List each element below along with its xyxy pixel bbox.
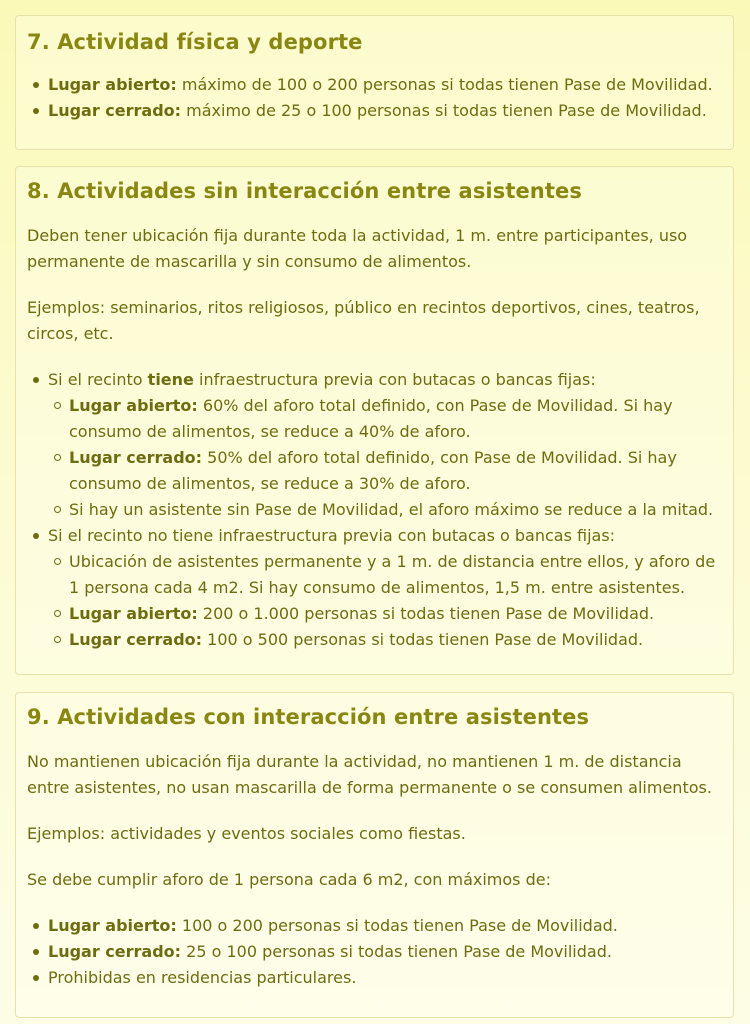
item-label: Lugar abierto: [48, 916, 177, 935]
section-card-7 [15, 15, 734, 150]
list-item [27, 523, 719, 549]
item-label: Lugar cerrado: [48, 942, 182, 961]
section-card-9 [15, 692, 734, 1018]
item-text: máximo de 25 o 100 personas si todas tienen Pase de Movilidad. [181, 101, 707, 120]
section-9-list [27, 913, 719, 991]
item-label: Lugar abierto: [69, 396, 198, 415]
section-8-examples: Ejemplos: seminarios, ritos religiosos, público en recintos deportivos, cines, teatros, circos, etc. [27, 298, 700, 343]
sub-list-item [27, 549, 719, 601]
section-title-8: 8. Actividades sin interacción entre asistentes [27, 179, 582, 203]
sub-list-item [27, 601, 719, 627]
item-label: Lugar abierto: [69, 604, 198, 623]
list-item [27, 965, 719, 991]
section-card-8 [15, 166, 734, 675]
item-text: 100 o 500 personas si todas tienen Pase de Movilidad. [202, 630, 644, 649]
item-text: 50% del aforo total definido, con Pase de Movilidad. Si hay consumo de alimentos, se reduce a 30% de aforo. [69, 448, 677, 493]
item-text: 100 o 200 personas si todas tienen Pase de Movilidad. [176, 916, 618, 935]
list-item [27, 72, 719, 98]
item-text: Prohibidas en residencias particulares. [48, 968, 357, 987]
item-text: 60% del aforo total definido, con Pase de Movilidad. Si hay consumo de alimentos, se reduce a 40% de aforo. [69, 396, 673, 441]
item-text: Ubicación de asistentes permanente y a 1 m. de distancia entre ellos, y aforo de 1 persona cada 4 m2. Si hay consumo de alimentos, 1,5 m. entre asistentes. [69, 552, 716, 597]
section-9-examples: Ejemplos: actividades y eventos sociales como fiestas. [27, 824, 466, 843]
list-item [27, 939, 719, 965]
section-8-list [27, 367, 719, 653]
item-text: máximo de 100 o 200 personas si todas tienen Pase de Movilidad. [176, 75, 713, 94]
sub-list-item [27, 627, 719, 653]
item-label: Lugar cerrado: [48, 101, 182, 120]
item-text: 200 o 1.000 personas si todas tienen Pase de Movilidad. [197, 604, 655, 623]
item-text-pre: Si el recinto [48, 370, 148, 389]
list-item [27, 367, 719, 393]
section-9-capacity: Se debe cumplir aforo de 1 persona cada 6 m2, con máximos de: [27, 870, 551, 889]
nested-list-wrapper [27, 393, 719, 523]
item-text: Si el recinto no tiene infraestructura previa con butacas o bancas fijas: [48, 526, 616, 545]
sub-list [27, 393, 719, 523]
item-text-bold: tiene [147, 370, 194, 389]
item-text-post: infraestructura previa con butacas o bancas fijas: [193, 370, 596, 389]
item-text: 25 o 100 personas si todas tienen Pase de Movilidad. [181, 942, 612, 961]
list-item [27, 913, 719, 939]
sub-list-item [27, 393, 719, 445]
sub-list-item [27, 497, 719, 523]
section-title-9: 9. Actividades con interacción entre asistentes [27, 705, 590, 729]
list-item [27, 98, 719, 124]
section-title-7: 7. Actividad física y deporte [27, 30, 363, 54]
item-label: Lugar abierto: [48, 75, 177, 94]
section-9-intro: No mantienen ubicación fija durante la actividad, no mantienen 1 m. de distancia entre asistentes, no usan mascarilla de forma permanente o se consumen alimentos. [27, 752, 712, 797]
section-8-intro: Deben tener ubicación fija durante toda la actividad, 1 m. entre participantes, uso permanente de mascarilla y sin consumo de alimentos. [27, 226, 688, 271]
section-7-list [27, 72, 719, 124]
item-label: Lugar cerrado: [69, 630, 203, 649]
item-text: Si hay un asistente sin Pase de Movilidad, el aforo máximo se reduce a la mitad. [69, 500, 714, 519]
item-label: Lugar cerrado: [69, 448, 203, 467]
sub-list [27, 549, 719, 653]
sub-list-item [27, 445, 719, 497]
nested-list-wrapper [27, 549, 719, 653]
